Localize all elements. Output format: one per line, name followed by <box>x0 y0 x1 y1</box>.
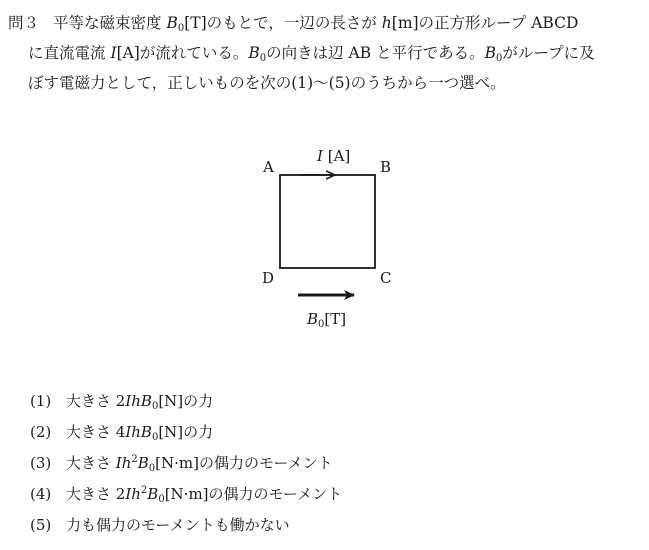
current-label <box>317 147 350 165</box>
choice-b-symbol: B <box>147 485 159 503</box>
answer-choices <box>30 386 342 541</box>
question-text <box>8 8 644 98</box>
choice-3[interactable] <box>30 448 342 479</box>
corner-d-label: D <box>262 269 275 287</box>
field-unit: [T] <box>324 310 347 328</box>
choice-b-symbol: B <box>137 454 149 472</box>
choice-text: 力も偶力のモーメントも働かない <box>66 516 290 534</box>
question-label: 問３ <box>8 14 40 32</box>
question-line-1 <box>8 8 644 38</box>
choice-number: (2) <box>30 423 52 441</box>
choice-number: (4) <box>30 485 52 503</box>
choice-number: (1) <box>30 392 52 410</box>
choice-coef: 2 <box>115 392 126 410</box>
choice-coef: 2 <box>115 485 126 503</box>
field-subscript: 0 <box>318 319 325 330</box>
current-unit: [A] <box>327 147 351 165</box>
corner-a-label: A <box>263 158 274 176</box>
subscript: 0 <box>259 53 267 64</box>
text-fragment: [m]の正方形ループ ABCD <box>391 14 579 32</box>
choice-5[interactable] <box>30 510 342 541</box>
choice-number: (3) <box>30 454 52 472</box>
choice-text: 大きさ <box>66 392 116 410</box>
choice-coef: 4 <box>115 423 126 441</box>
text-fragment: 平等な磁束密度 <box>53 14 167 32</box>
text-fragment: [T]のもとで，一辺の長さが <box>184 14 382 32</box>
choice-subscript: 0 <box>151 432 159 443</box>
choice-text: 大きさ <box>66 454 116 472</box>
choice-expr: Ih <box>115 454 132 472</box>
symbol-i: I <box>110 44 117 62</box>
choice-unit: [N]の力 <box>158 392 214 410</box>
choice-2[interactable] <box>30 417 342 448</box>
text-fragment: に直流電流 <box>28 44 111 62</box>
field-symbol: B <box>307 310 319 328</box>
choice-superscript: 2 <box>140 485 148 496</box>
text-fragment: [A]が流れている。 <box>116 44 249 62</box>
question-line-2 <box>8 38 644 68</box>
field-label <box>307 310 346 328</box>
text-fragment: がループに及 <box>502 44 595 62</box>
loop-diagram <box>0 140 649 340</box>
symbol-b: B <box>166 14 178 32</box>
choice-expr: IhB <box>125 392 152 410</box>
choice-unit: [N·m]の偶力のモーメント <box>155 454 333 472</box>
current-symbol: I <box>317 147 323 165</box>
choice-4[interactable] <box>30 479 342 510</box>
choice-expr: IhB <box>125 423 152 441</box>
symbol-h: h <box>381 14 392 32</box>
question-line-3: ぼす電磁力として，正しいものを次の(1)～(5)のうちから一つ選べ。 <box>28 74 506 92</box>
symbol-b: B <box>484 44 496 62</box>
choice-number: (5) <box>30 516 52 534</box>
subscript: 0 <box>177 23 185 34</box>
choice-text: 大きさ <box>66 485 116 503</box>
text-fragment: の向きは辺 AB と平行である。 <box>266 44 485 62</box>
choice-subscript: 0 <box>158 494 165 505</box>
choice-subscript: 0 <box>148 463 156 474</box>
choice-unit: [N]の力 <box>158 423 214 441</box>
choice-text: 大きさ <box>66 423 116 441</box>
corner-b-label: B <box>380 158 392 176</box>
choice-expr: Ih <box>125 485 141 503</box>
symbol-b: B <box>248 44 260 62</box>
square-loop <box>280 175 375 268</box>
corner-c-label: C <box>380 269 392 287</box>
choice-superscript: 2 <box>131 454 138 465</box>
subscript: 0 <box>495 53 503 64</box>
choice-1[interactable] <box>30 386 342 417</box>
choice-subscript: 0 <box>151 401 159 412</box>
choice-unit: [N·m]の偶力のモーメント <box>164 485 343 503</box>
